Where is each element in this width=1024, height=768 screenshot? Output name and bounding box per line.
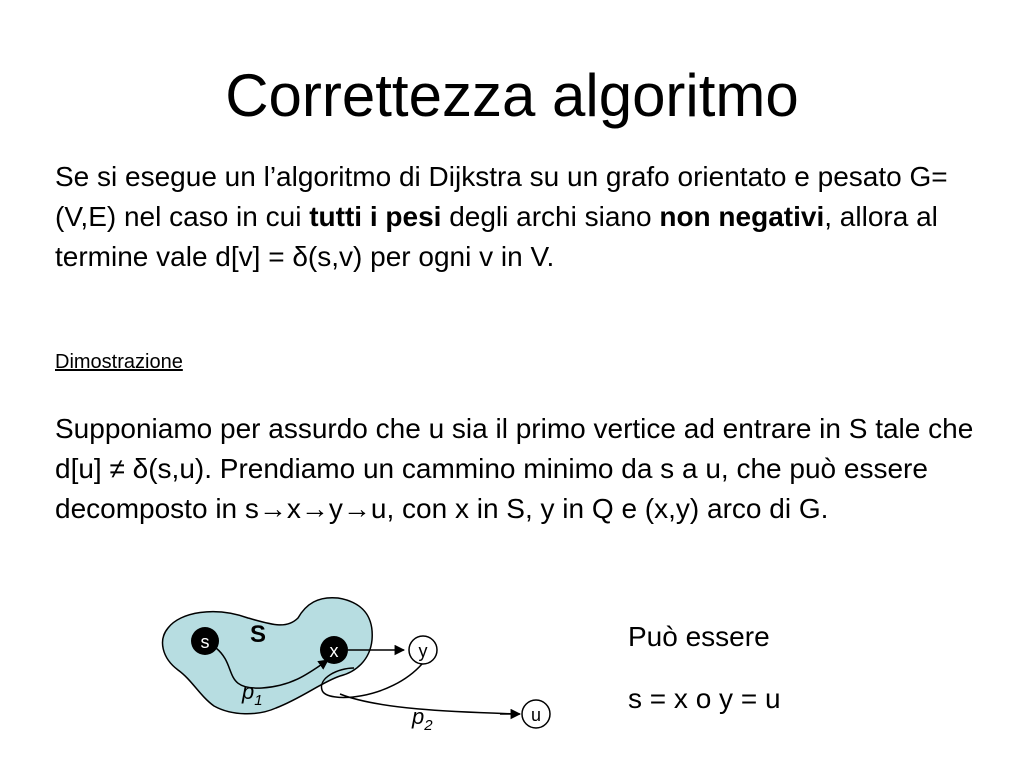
- node-u: [522, 700, 550, 728]
- side-note-2: s = x o y = u: [628, 683, 781, 714]
- path-p2-label: [411, 704, 433, 734]
- path-p1-base: p: [242, 679, 255, 704]
- proof-text: Supponiamo per assurdo che u sia il primo vertice ad entrare in S tale che d[u] ≠ δ(s,u). Prendiamo un cammino minimo da s a u, che può essere decomposto in s→x→y→u, con x in S, y in Q e (x,y) arco di G.: [55, 413, 974, 524]
- node-y: [409, 636, 437, 664]
- set-s-label: S: [249, 621, 267, 648]
- path-p2-base: p: [412, 704, 425, 729]
- node-s-label: s: [200, 632, 210, 652]
- statement-text-3: , allora al termine vale d[v] = δ(s,v) per ogni v in V.: [55, 201, 938, 272]
- statement-text-2: degli archi siano: [441, 201, 660, 232]
- node-s: [191, 627, 219, 655]
- node-u-label: u: [530, 705, 542, 725]
- statement-text-1: Se si esegue un l’algoritmo di Dijkstra su un grafo orientato e pesato G=(V,E) nel caso in cui: [55, 161, 948, 232]
- node-y-label: y: [418, 641, 428, 661]
- node-x-label: x: [329, 641, 339, 661]
- path-p1-sub: 1: [254, 692, 263, 709]
- statement-bold-1: tutti i pesi: [309, 201, 442, 232]
- slide-title: Correttezza algoritmo: [225, 62, 799, 129]
- statement-bold-2: non negativi: [659, 201, 825, 232]
- path-p2-sub: 2: [424, 717, 433, 734]
- side-note-1: Può essere: [628, 621, 770, 652]
- node-x: [320, 636, 348, 664]
- proof-heading: Dimostrazione: [55, 351, 183, 373]
